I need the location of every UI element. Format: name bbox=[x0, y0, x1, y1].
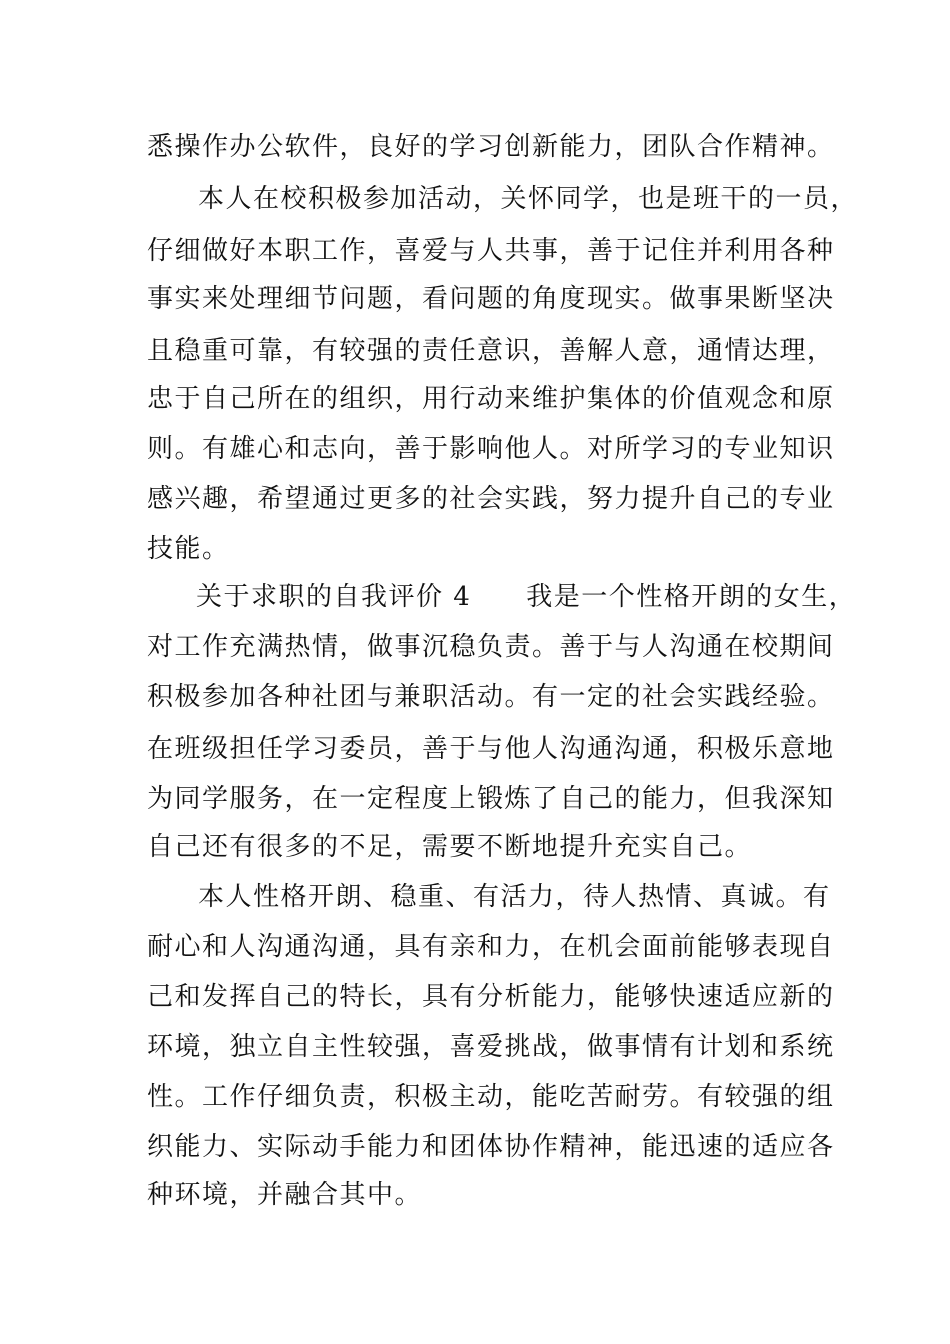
text-line: 悉操作办公软件，良好的学习创新能力，团队合作精神。 bbox=[147, 132, 835, 162]
text-line: 则。有雄心和志向，善于影响他人。对所学习的专业知识 bbox=[147, 434, 835, 464]
text-line: 性。工作仔细负责，积极主动，能吃苦耐劳。有较强的组 bbox=[147, 1082, 835, 1112]
text-line: 忠于自己所在的组织，用行动来维护集体的价值观念和原 bbox=[147, 384, 835, 414]
text-line: 自己还有很多的不足，需要不断地提升充实自己。 bbox=[147, 832, 753, 862]
paragraph-start-line: 本人性格开朗、稳重、有活力，待人热情、真诚。有 bbox=[198, 882, 831, 912]
section-heading-line: 关于求职的自我评价 4 我是一个性格开朗的女生， bbox=[196, 582, 857, 612]
text-line: 技能。 bbox=[147, 534, 230, 564]
text-line: 事实来处理细节问题，看问题的角度现实。做事果断坚决 bbox=[147, 284, 835, 314]
text-line: 对工作充满热情，做事沉稳负责。善于与人沟通在校期间 bbox=[147, 632, 835, 662]
text-line: 环境，独立自主性较强，喜爱挑战，做事情有计划和系统 bbox=[147, 1032, 835, 1062]
text-line: 耐心和人沟通沟通，具有亲和力，在机会面前能够表现自 bbox=[147, 932, 835, 962]
text-line: 且稳重可靠，有较强的责任意识，善解人意，通情达理， bbox=[147, 336, 835, 366]
text-line: 感兴趣，希望通过更多的社会实践，努力提升自己的专业 bbox=[147, 484, 835, 514]
text-line: 仔细做好本职工作，喜爱与人共事，善于记住并利用各种 bbox=[147, 236, 835, 266]
text-line: 积极参加各种社团与兼职活动。有一定的社会实践经验。 bbox=[147, 682, 835, 712]
text-line: 织能力、实际动手能力和团体协作精神，能迅速的适应各 bbox=[147, 1132, 835, 1162]
text-line: 为同学服务，在一定程度上锻炼了自己的能力，但我深知 bbox=[147, 784, 835, 814]
paragraph-start-line: 本人在校积极参加活动，关怀同学，也是班干的一员， bbox=[198, 184, 859, 214]
text-line: 种环境，并融合其中。 bbox=[147, 1180, 423, 1210]
text-line: 己和发挥自己的特长，具有分析能力，能够快速适应新的 bbox=[147, 982, 835, 1012]
text-line: 在班级担任学习委员，善于与他人沟通沟通，积极乐意地 bbox=[147, 734, 835, 764]
